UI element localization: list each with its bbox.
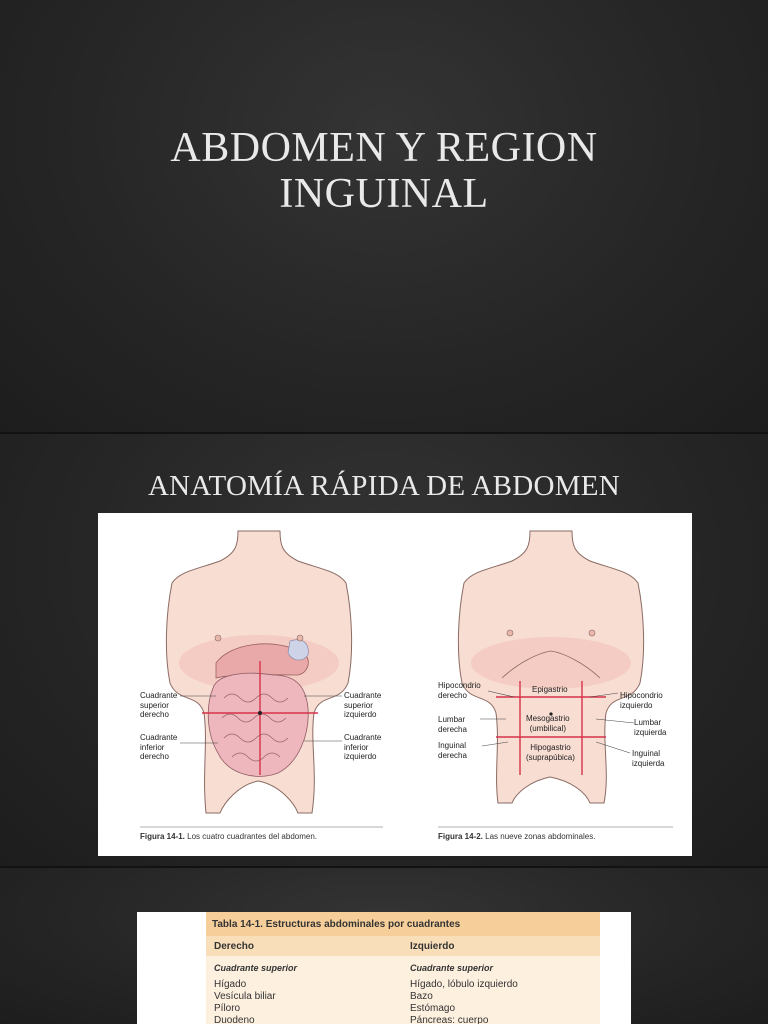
col-derecho: Derecho xyxy=(214,941,255,952)
cell-left-2: Píloro xyxy=(214,1003,241,1014)
label-lumbar-izquierda: Lumbar izquierda xyxy=(634,718,667,737)
label-cuadrante-superior-izquierdo: Cuadrante superior izquierdo xyxy=(344,691,382,719)
table-title: Tabla 14-1. Estructuras abdominales por cuadrantes xyxy=(206,912,600,936)
figure-caption-left xyxy=(140,832,317,841)
cell-right-3: Páncreas: cuerpo xyxy=(410,1015,489,1024)
label-lumbar-derecha: Lumbar derecha xyxy=(438,715,467,734)
col-izquierdo: Izquierdo xyxy=(410,941,455,952)
abdomen-illustration xyxy=(98,513,692,856)
subhead-left: Cuadrante superior xyxy=(214,963,298,973)
cell-left-0: Hígado xyxy=(214,979,247,990)
label-inguinal-derecha: Inguinal derecha xyxy=(438,741,467,760)
abdomen-figure xyxy=(98,513,692,856)
label-cuadrante-inferior-izquierdo: Cuadrante inferior izquierdo xyxy=(344,733,382,761)
cell-right-2: Estómago xyxy=(410,1003,456,1014)
caption-right-text: Las nueve zonas abdominales. xyxy=(485,832,596,841)
cell-right-0: Hígado, lóbulo izquierdo xyxy=(410,979,518,990)
anatomy-slide-title: ANATOMÍA RÁPIDA DE ABDOMEN xyxy=(147,470,621,502)
caption-left-number: Figura 14-1. xyxy=(140,832,185,841)
cell-right-1: Bazo xyxy=(410,991,433,1002)
umbilicus-marker xyxy=(258,711,262,715)
table-header-row xyxy=(206,936,600,956)
label-hipogastrio: Hipogastrio (suprapúbica) xyxy=(526,743,575,762)
label-cuadrante-superior-derecho: Cuadrante superior derecho xyxy=(140,691,178,719)
slide-title: ABDOMEN Y REGION INGUINAL xyxy=(170,125,598,217)
caption-left-text: Los cuatro cuadrantes del abdomen. xyxy=(187,832,318,841)
label-hipocondrio-izquierdo: Hipocondrio izquierdo xyxy=(620,691,663,710)
subhead-right: Cuadrante superior xyxy=(410,963,494,973)
label-cuadrante-inferior-derecho: Cuadrante inferior derecho xyxy=(140,733,178,761)
cell-left-1: Vesícula biliar xyxy=(214,991,276,1002)
structures-table xyxy=(137,912,631,1024)
cell-left-3: Duodeno xyxy=(214,1015,255,1024)
label-inguinal-izquierda: Inguinal izquierda xyxy=(632,749,665,768)
table-body xyxy=(206,956,600,1024)
label-mesogastrio: Mesogastrio (umbilical) xyxy=(526,714,570,733)
figure-caption-right xyxy=(438,832,595,841)
caption-right-number: Figura 14-2. xyxy=(438,832,483,841)
label-epigastrio: Epigastrio xyxy=(532,685,568,694)
right-torso-shading xyxy=(471,637,631,689)
label-hipocondrio-derecho: Hipocondrio derecho xyxy=(438,681,481,700)
left-organs xyxy=(208,640,308,777)
